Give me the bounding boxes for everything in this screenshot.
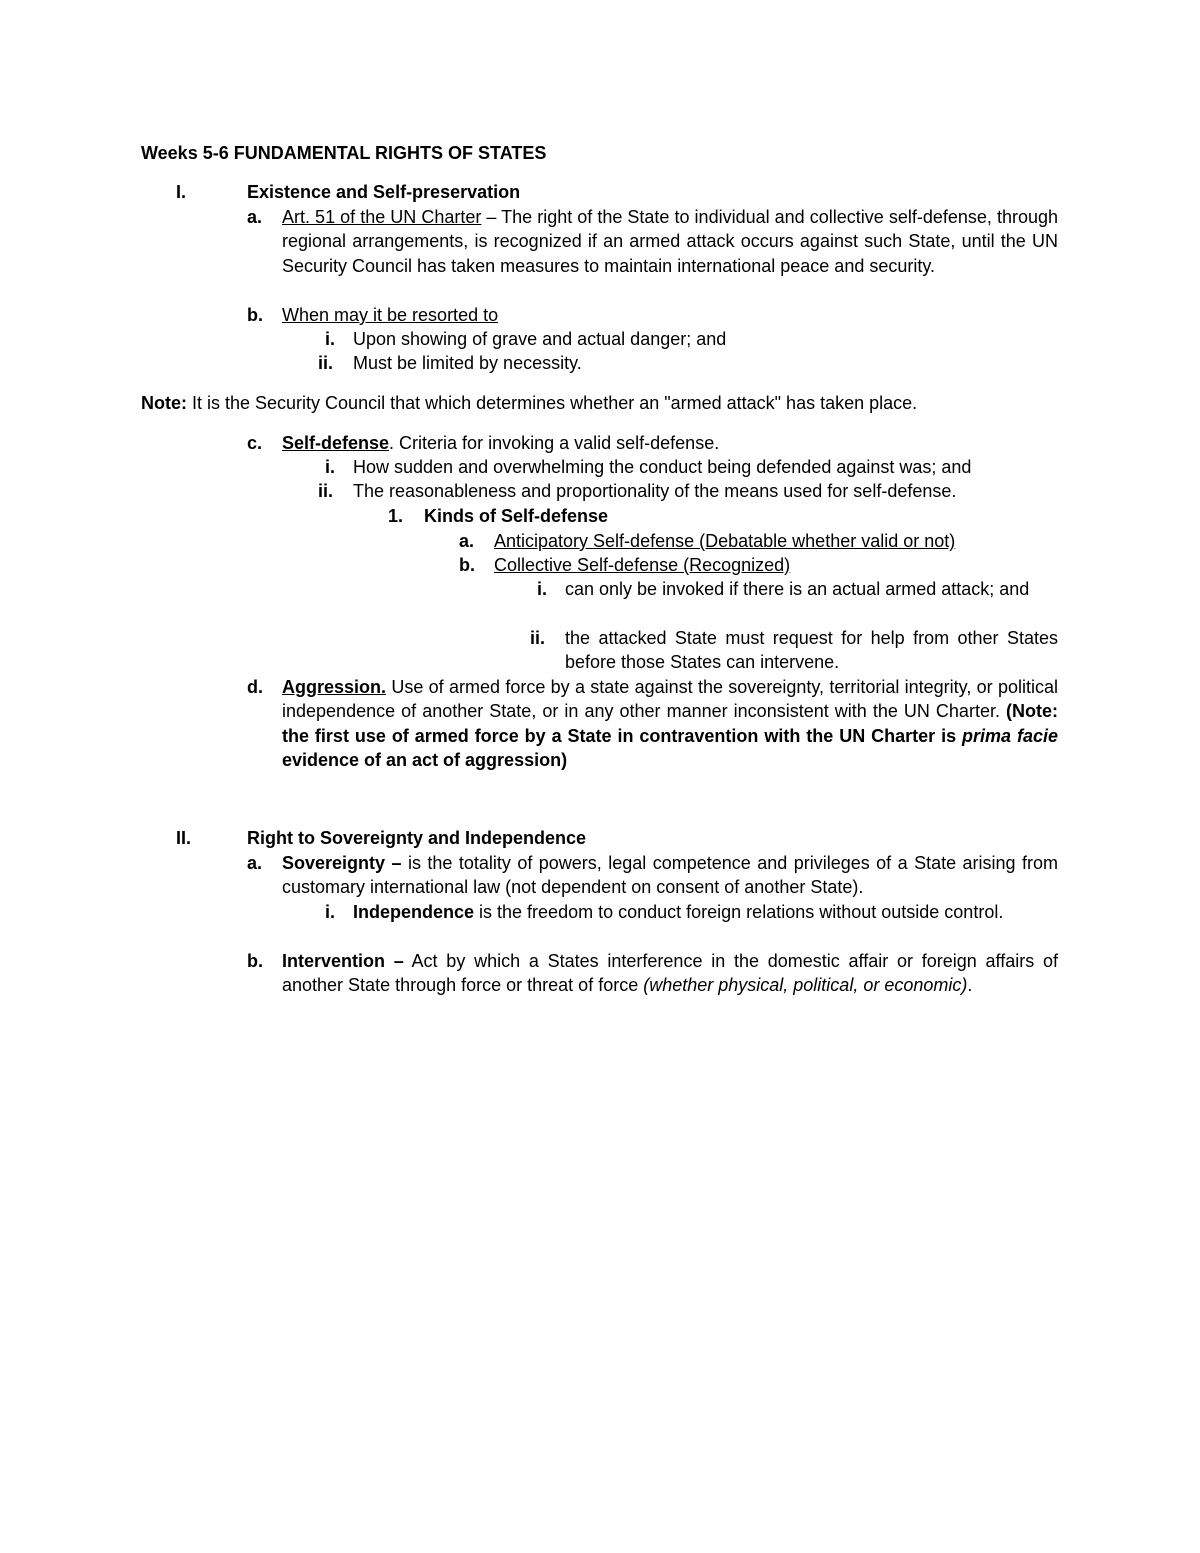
collective-ii-label: ii. xyxy=(530,628,546,648)
art-51-reference: Art. 51 of the UN Charter xyxy=(282,207,482,227)
item-1d-text: Aggression. Use of armed force by a state against the sovereignty, territorial integrity, or political independence of another State, or in any other manner inconsistent with the UN Charter. (Note: the first use of armed force by a State in contravention with the UN Charter is prima facie evidence of an act of aggression) xyxy=(282,677,1058,770)
page-title: Weeks 5-6 FUNDAMENTAL RIGHTS OF STATES xyxy=(141,143,547,163)
item-1b-heading: When may it be resorted to xyxy=(282,305,499,325)
section-2-heading: Right to Sovereignty and Independence xyxy=(247,828,587,848)
item-1c-i-text: How sudden and overwhelming the conduct being defended against was; and xyxy=(353,457,972,477)
collective-label: b. xyxy=(459,555,475,575)
independence-heading: Independence xyxy=(353,902,475,922)
item-1a-label: a. xyxy=(247,207,263,227)
collective-i-label: i. xyxy=(537,579,548,599)
item-1a-body: – The right of the State to individual and collective self-defense, through regional arrangements, is recognized if an armed attack occurs against such State, until the UN Security Council has taken measures to maintain international peace and security. xyxy=(282,207,1058,276)
item-1c-ii-text: The reasonableness and proportionality of the means used for self-defense. xyxy=(353,481,957,501)
item-1b-label: b. xyxy=(247,305,263,325)
collective-i-text: can only be invoked if there is an actual armed attack; and xyxy=(565,579,1030,599)
kinds-label: 1. xyxy=(388,506,404,526)
item-1c-text: Self-defense. Criteria for invoking a valid self-defense. xyxy=(282,433,720,453)
item-2a-label: a. xyxy=(247,853,263,873)
item-1d-label: d. xyxy=(247,677,263,697)
anticipatory-self-defense: Anticipatory Self-defense (Debatable whether valid or not) xyxy=(494,531,956,551)
collective-ii-text: the attacked State must request for help from other States before those States can intervene. xyxy=(565,628,1058,673)
kinds-heading: Kinds of Self-defense xyxy=(424,506,609,526)
section-1-number: I. xyxy=(176,182,187,202)
anticipatory-label: a. xyxy=(459,531,475,551)
collective-self-defense: Collective Self-defense (Recognized) xyxy=(494,555,791,575)
item-1a-text xyxy=(282,205,1058,278)
item-1b-ii-label: ii. xyxy=(318,353,334,373)
item-1b-i-label: i. xyxy=(325,329,336,349)
item-1b-i-text: Upon showing of grave and actual danger; and xyxy=(353,329,727,349)
aggression-heading: Aggression. xyxy=(282,677,387,697)
item-1c-i-label: i. xyxy=(325,457,336,477)
item-1c-label: c. xyxy=(247,433,263,453)
security-council-note: Note: It is the Security Council that which determines whether an "armed attack" has taken place. xyxy=(141,393,918,413)
sovereignty-heading: Sovereignty – xyxy=(282,853,402,873)
section-2-number: II. xyxy=(176,828,192,848)
intervention-heading: Intervention – xyxy=(282,951,404,971)
item-2a-i-label: i. xyxy=(325,902,336,922)
item-2a-text: Sovereignty – is the totality of powers, legal competence and privileges of a State arising from customary international law (not dependent on consent of another State). xyxy=(282,853,1059,898)
item-2b-label: b. xyxy=(247,951,263,971)
item-1b-ii-text: Must be limited by necessity. xyxy=(353,353,582,373)
item-2a-i-text: Independence is the freedom to conduct foreign relations without outside control. xyxy=(353,902,1004,922)
item-2b-text: Intervention – Act by which a States interference in the domestic affair or foreign affairs of another State through force or threat of force (whether physical, political, or economic). xyxy=(282,951,1058,996)
item-1c-ii-label: ii. xyxy=(318,481,334,501)
section-1-heading: Existence and Self-preservation xyxy=(247,182,521,202)
